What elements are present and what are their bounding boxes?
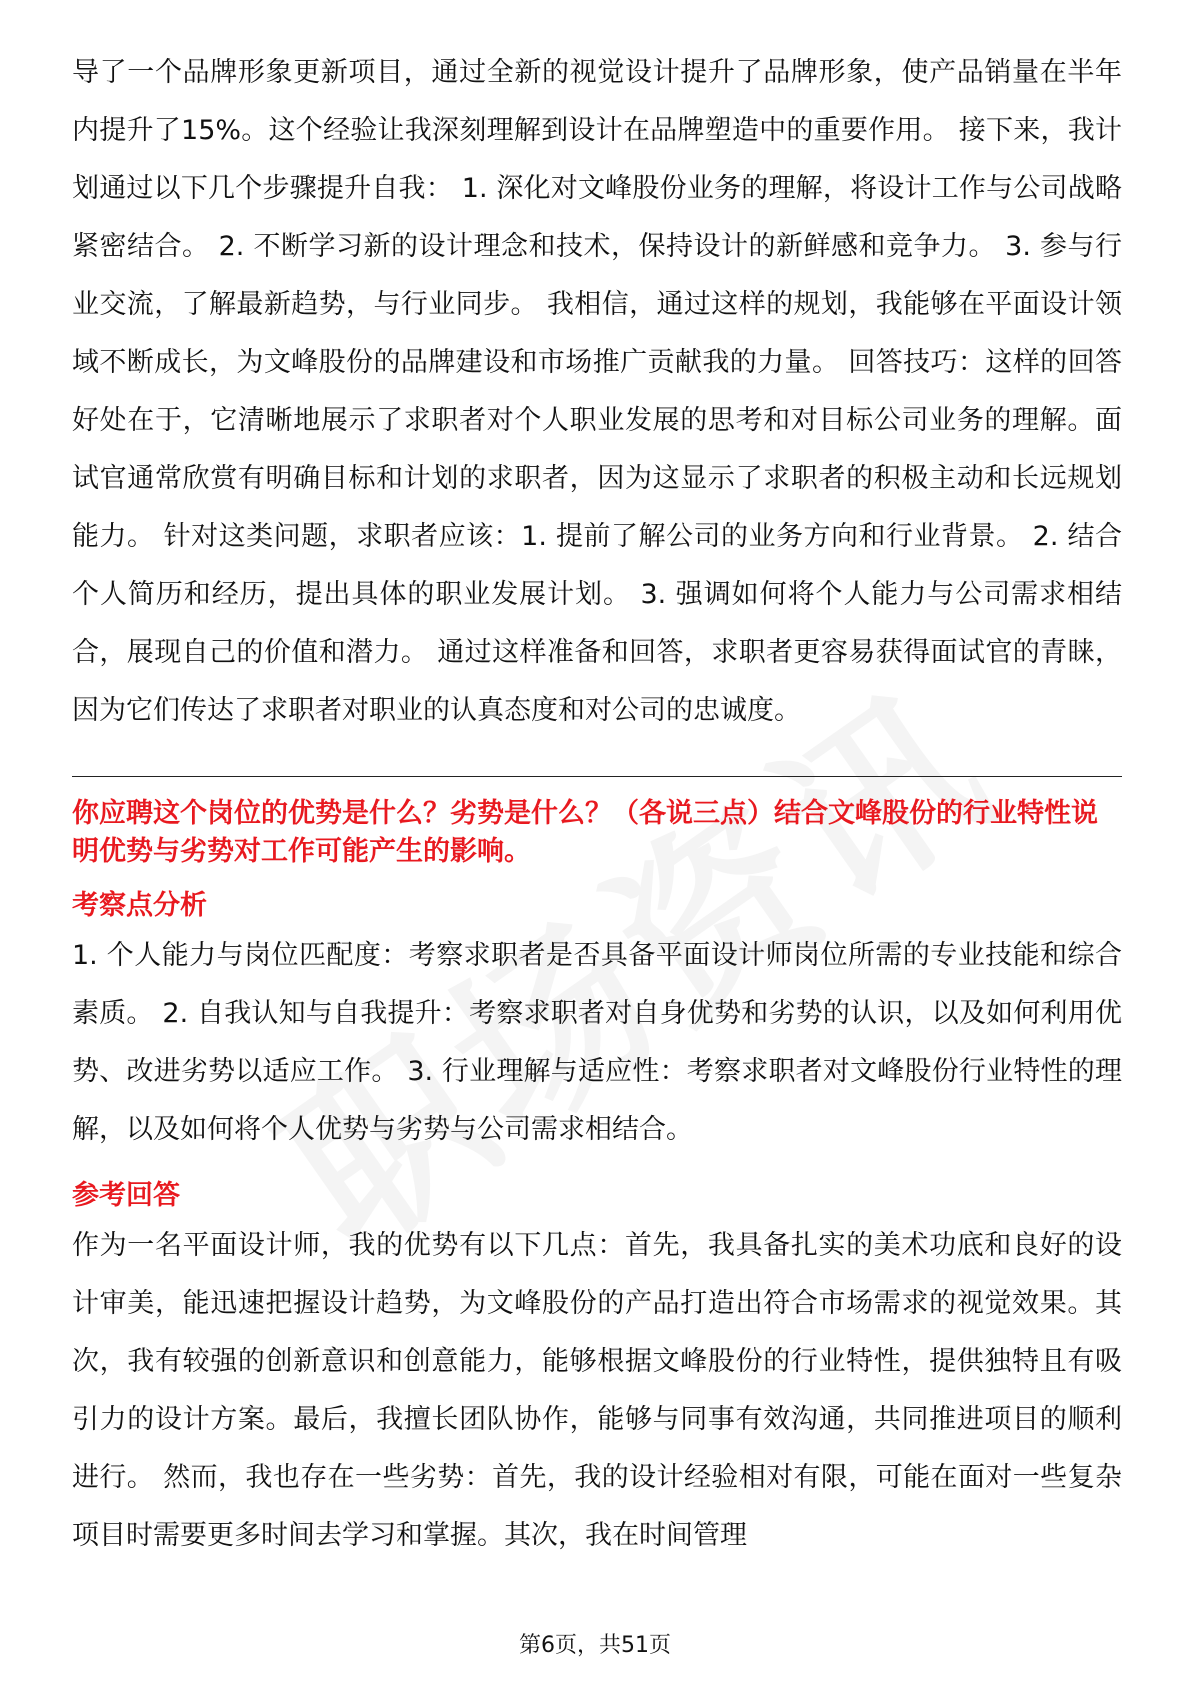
previous-answer-continued: 导了一个品牌形象更新项目，通过全新的视觉设计提升了品牌形象，使产品销量在半年内提升了15%。这个经验让我深刻理解到设计在品牌塑造中的重要作用。 接下来，我计划通过以下几个步骤提升自我： 1. 深化对文峰股份业务的理解，将设计工作与公司战略紧密结合。 2. 不断学习新的设计理念和技术，保持设计的新鲜感和竞争力。 3. 参与行业交流，了解最新趋势，与行业同步。 我相信，通过这样的规划，我能够在平面设计领域不断成长，为文峰股份的品牌建设和市场推广贡献我的力量。 回答技巧：这样的回答好处在于，它清晰地展示了求职者对个人职业发展的思考和对目标公司业务的理解。面试官通常欣赏有明确目标和计划的求职者，因为这显示了求职者的积极主动和长远规划能力。 针对这类问题，求职者应该：1. 提前了解公司的业务方向和行业背景。 2. 结合个人简历和经历，提出具体的职业发展计划。 3. 强调如何将个人能力与公司需求相结合，展现自己的价值和潜力。 通过这样准备和回答，求职者更容易获得面试官的青睐，因为它们传达了求职者对职业的认真态度和对公司的忠诚度。 <box>72 57 1122 726</box>
reference-text: 作为一名平面设计师，我的优势有以下几点：首先，我具备扎实的美术功底和良好的设计审美，能迅速把握设计趋势，为文峰股份的产品打造出符合市场需求的视觉效果。其次，我有较强的创新意识和创意能力，能够根据文峰股份的行业特性，提供独特且有吸引力的设计方案。最后，我擅长团队协作，能够与同事有效沟通，共同推进项目的顺利进行。 然而，我也存在一些劣势：首先，我的设计经验相对有限，可能在面对一些复杂项目时需要更多时间去学习和掌握。其次，我在时间管理 <box>72 1230 1122 1551</box>
section-gap <box>72 1159 1122 1175</box>
section-divider <box>72 776 1122 777</box>
document-body <box>72 44 1122 1565</box>
analysis-heading: 考察点分析 <box>72 890 207 921</box>
question-title: 你应聘这个岗位的优势是什么？劣势是什么？（各说三点）结合文峰股份的行业特性说明优势与劣势对工作可能产生的影响。 <box>72 798 1098 867</box>
analysis-text: 1. 个人能力与岗位匹配度：考察求职者是否具备平面设计师岗位所需的专业技能和综合素质。 2. 自我认知与自我提升：考察求职者对自身优势和劣势的认识，以及如何利用优势、改进劣势以适应工作。 3. 行业理解与适应性：考察求职者对文峰股份行业特性的理解，以及如何将个人优势与劣势与公司需求相结合。 <box>72 940 1122 1145</box>
page-number: 第6页，共51页 <box>519 1633 671 1658</box>
reference-heading: 参考回答 <box>72 1180 180 1211</box>
